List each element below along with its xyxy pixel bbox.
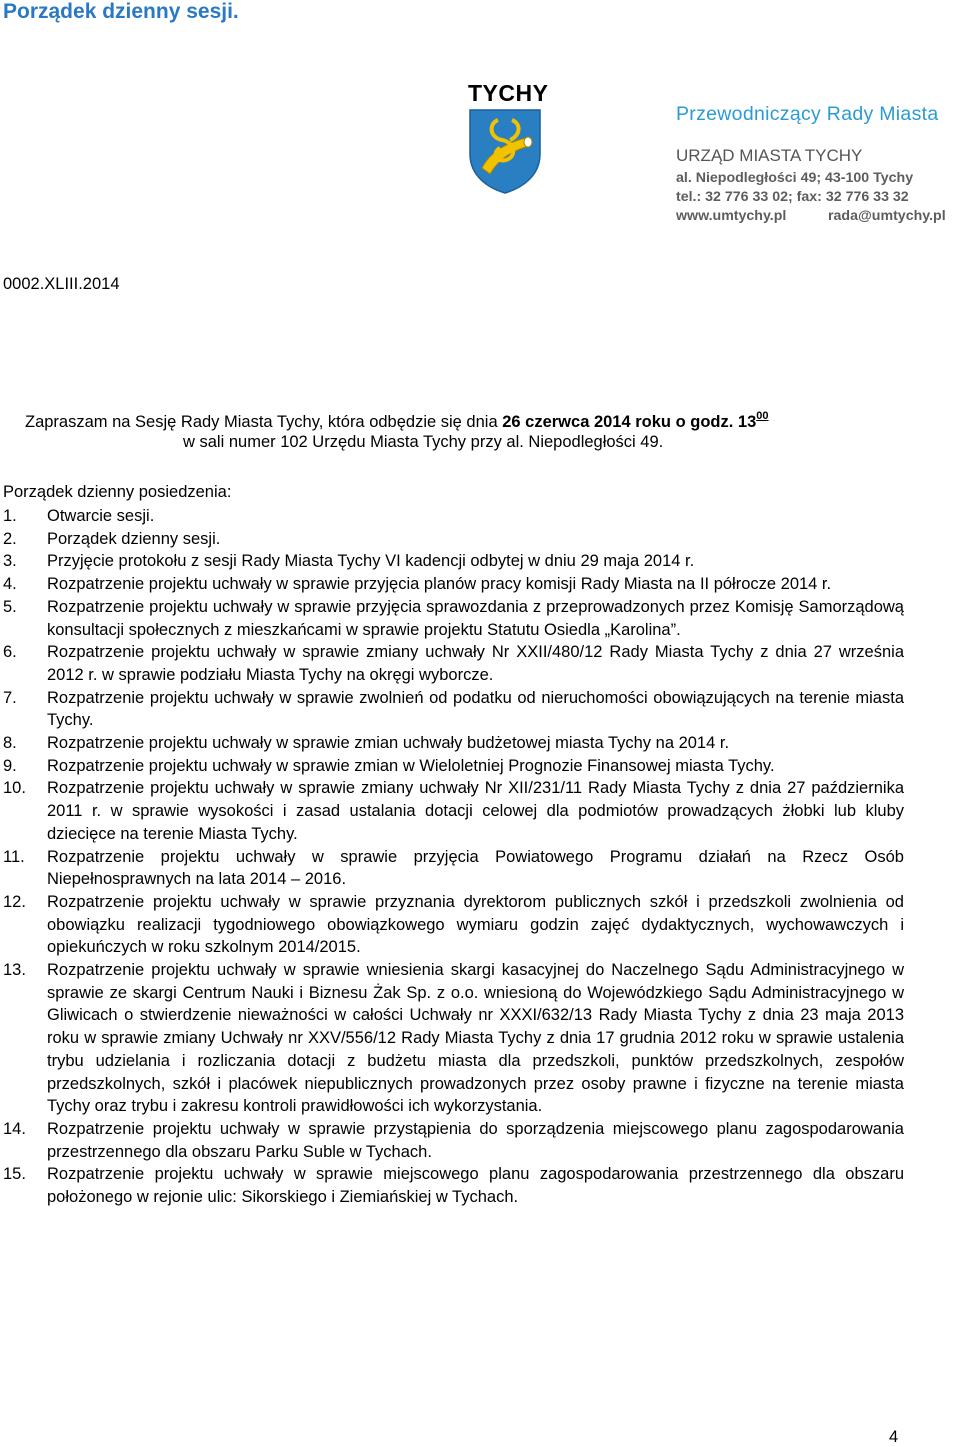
agenda-item-text: Otwarcie sesji. (47, 507, 155, 525)
agenda-item-text: Rozpatrzenie projektu uchwały w sprawie przyznania dyrektorom publicznych szkół i przedszkoli zwolnienia od obowiązku realizacji tygodniowego obowiązkowego wymiaru godzin zajęć dydaktycznych, wychowawczych i opiekuńczych w roku szkolnym 2014/2015. (47, 892, 904, 957)
agenda-item (3, 846, 904, 891)
agenda-item-text: Przyjęcie protokołu z sesji Rady Miasta Tychy VI kadencji odbytej w dniu 29 maja 2014 r. (47, 552, 695, 571)
agenda-item-text: Rozpatrzenie projektu uchwały w sprawie zmiany uchwały Nr XXII/480/12 Rady Miasta Tychy z dnia 27 września 2012 r. w sprawie podziału Miasta Tychy na okręgi wyborcze. (47, 643, 904, 684)
agenda-item (3, 528, 904, 551)
agenda-item (3, 891, 904, 959)
agenda-item-number: 4. (3, 575, 17, 594)
agenda-item (3, 732, 904, 755)
document-title: Porządek dzienny sesji. (3, 0, 239, 23)
agenda-item-text: Rozpatrzenie projektu uchwały w sprawie przyjęcia planów pracy komisji Rady Miasta na II półrocze 2014 r. (47, 575, 832, 594)
letterhead-phones: tel.: 32 776 33 02; fax: 32 776 33 32 (676, 189, 909, 205)
letterhead-role: Przewodniczący Rady Miasta (676, 103, 939, 125)
document-reference: 0002.XLIII.2014 (3, 275, 120, 293)
agenda-item-number: 9. (3, 756, 17, 775)
invitation-line-2: w sali numer 102 Urzędu Miasta Tychy przy al. Niepodległości 49. (183, 433, 664, 451)
agenda-item-text: Rozpatrzenie projektu uchwały w sprawie zmian uchwały budżetowej miasta Tychy na 2014 r. (47, 734, 730, 753)
agenda-item (3, 550, 904, 573)
agenda-item-number: 1. (3, 507, 17, 525)
agenda-item-number: 10. (3, 779, 26, 798)
letterhead-address: al. Niepodległości 49; 43-100 Tychy (676, 170, 914, 186)
agenda-item (3, 641, 904, 686)
agenda-heading: Porządek dzienny posiedzenia: (3, 483, 232, 501)
agenda-item-number: 13. (3, 961, 26, 980)
agenda-item-text: Rozpatrzenie projektu uchwały w sprawie przyjęcia Powiatowego Programu działań na Rzecz Osób Niepełnosprawnych na lata 2014 – 2016. (47, 847, 904, 889)
agenda-item-text: Rozpatrzenie projektu uchwały w sprawie zmiany uchwały Nr XII/231/11 Rady Miasta Tychy z dnia 27 października 2011 r. w sprawie wysokości i zasad ustalania dotacji celowej dla podmiotów prowadzących żłobki lub kluby dziecięce na terenie Miasta Tychy. (47, 779, 904, 843)
agenda-item-number: 12. (3, 892, 26, 911)
agenda-item (3, 505, 904, 528)
agenda-item-number: 8. (3, 734, 17, 753)
letterhead-office: URZĄD MIASTA TYCHY (676, 146, 863, 165)
agenda-item-number: 7. (3, 688, 17, 707)
agenda-item-text: Rozpatrzenie projektu uchwały w sprawie przyjęcia sprawozdania z przeprowadzonych przez Komisję Samorządową konsultacji społecznych z mieszkańcami w sprawie projektu Statutu Osiedla „Karolina”. (47, 597, 904, 639)
agenda-item (3, 1118, 904, 1163)
agenda-item-text: Rozpatrzenie projektu uchwały w sprawie wniesienia skargi kasacyjnej do Naczelnego Sądu Administracyjnego w sprawie ze skargi Centrum Nauki i Biznesu Żak Sp. z o.o. wniesioną do Wojewódzkiego Sądu Administracyjnego w Gliwicach o stwierdzenie nieważności w całości Uchwały nr XXXI/632/13 Rady Miasta Tychy z dnia 23 maja 2013 roku w sprawie zmiany Uchwały nr XXV/556/12 Rady Miasta Tychy z dnia 17 grudnia 2012 roku w sprawie ustalenia trybu udzielania i rozliczania dotacji z budżetu miasta dla przedszkoli, punktów przedszkolnych, zespołów przedszkolnych, szkół i placówek niepublicznych prowadzonych przez osoby prawne i fizyczne na terenie miasta Tychy oraz trybu i zakresu kontroli prawidłowości ich wykorzystania. (47, 961, 904, 1116)
agenda-item (3, 596, 904, 641)
letterhead-web: www.umtychy.pl (676, 208, 787, 224)
agenda-item-text: Rozpatrzenie projektu uchwały w sprawie przystąpienia do sporządzenia miejscowego planu zagospodarowania przestrzennego dla obszaru Parku Suble w Tychach. (47, 1119, 904, 1161)
invitation-minutes: 00 (756, 410, 769, 422)
agenda-item (3, 755, 904, 778)
agenda-item-number: 2. (3, 529, 17, 548)
agenda-item-number: 6. (3, 643, 17, 662)
agenda-item (3, 777, 904, 845)
invitation-date: 26 czerwca 2014 roku o godz. 13 (502, 413, 757, 431)
invitation-line-1 (25, 410, 769, 432)
page-number: 4 (889, 1428, 899, 1446)
agenda-item (3, 1163, 904, 1208)
agenda-item (3, 687, 904, 732)
city-crest-logo (468, 108, 542, 194)
agenda-item-number: 3. (3, 552, 17, 571)
agenda-item-text: Rozpatrzenie projektu uchwały w sprawie zmian w Wieloletniej Prognozie Finansowej miasta Tychy. (47, 756, 775, 775)
agenda-list (3, 505, 904, 1209)
agenda-item-number: 11. (3, 847, 25, 866)
invitation-text: Zapraszam na Sesję Rady Miasta Tychy, która odbędzie się dnia (25, 413, 503, 431)
agenda-item-text: Rozpatrzenie projektu uchwały w sprawie miejscowego planu zagospodarowania przestrzennego dla obszaru położonego w rejonie ulic: Sikorskiego i Ziemiańskiej w Tychach. (47, 1165, 904, 1207)
agenda-item-number: 15. (3, 1165, 26, 1184)
agenda-item-text: Rozpatrzenie projektu uchwały w sprawie zwolnień od podatku od nieruchomości obowiązujących na terenie miasta Tychy. (47, 688, 904, 730)
agenda-item-text: Porządek dzienny sesji. (47, 529, 221, 548)
agenda-item-number: 5. (3, 597, 17, 616)
agenda-item (3, 573, 904, 596)
agenda-item-number: 14. (3, 1119, 26, 1138)
crest-name: TYCHY (468, 80, 549, 106)
letterhead-email: rada@umtychy.pl (828, 208, 946, 224)
agenda-item (3, 959, 904, 1118)
